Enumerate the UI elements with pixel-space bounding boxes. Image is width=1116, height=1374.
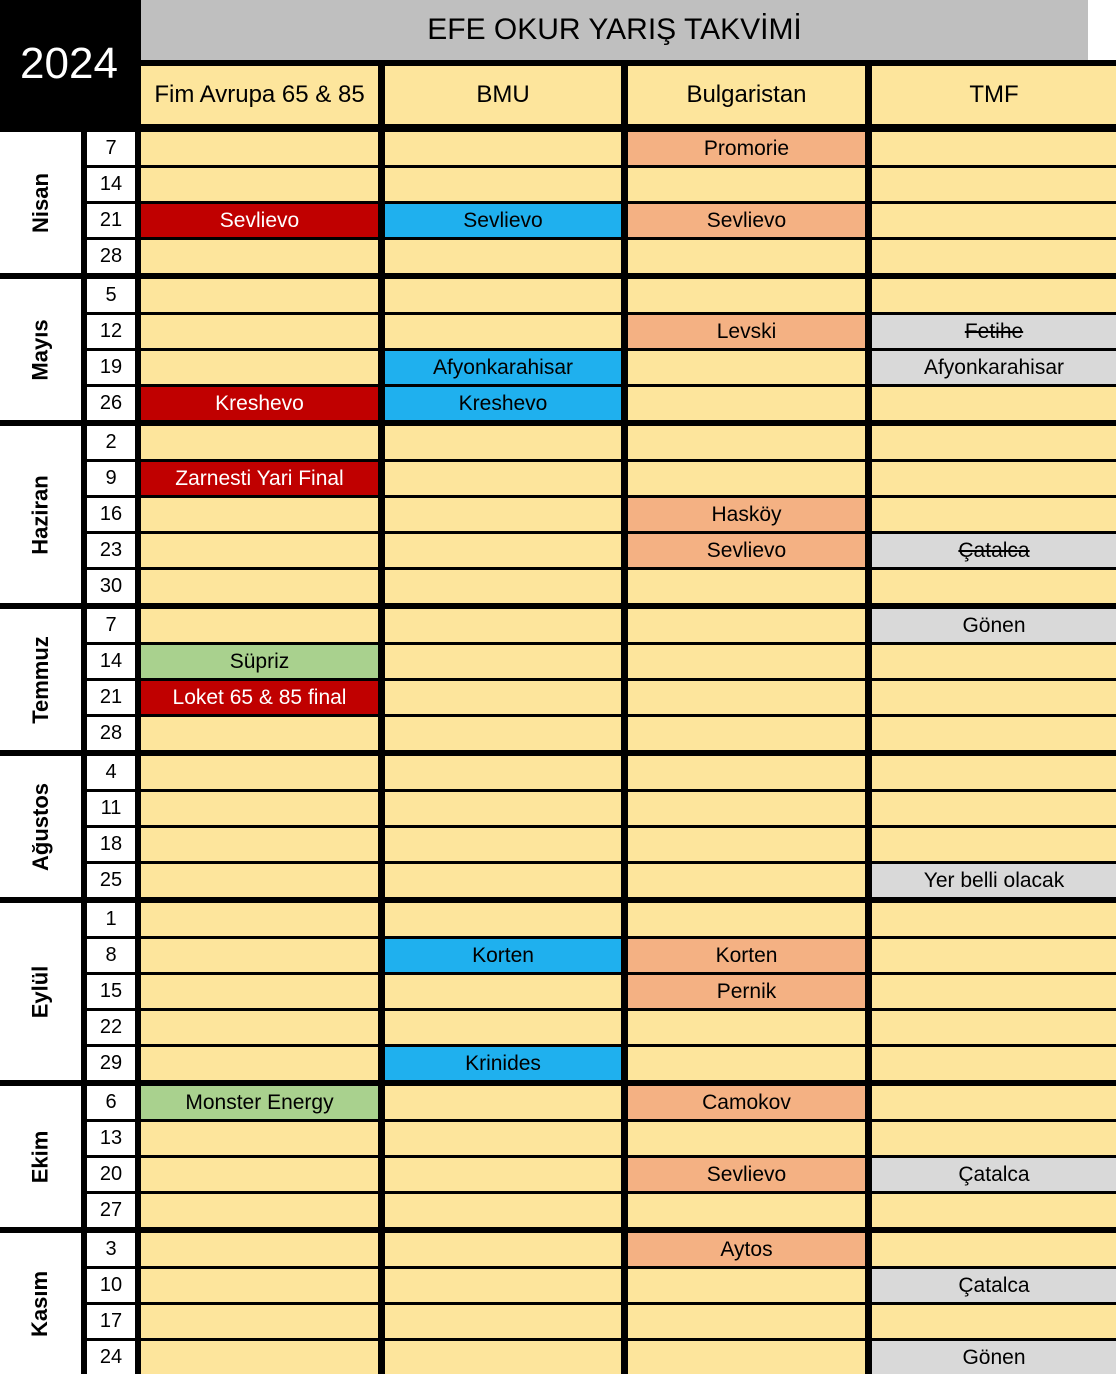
event-cell-fim xyxy=(141,1305,378,1338)
event-cell-bmu xyxy=(385,1194,621,1227)
event-cell-tmf: Gönen xyxy=(872,609,1116,642)
day-cell: 26 xyxy=(87,387,135,420)
event-cell-bmu xyxy=(385,1305,621,1338)
event-cell-tmf xyxy=(872,240,1116,273)
day-cell: 10 xyxy=(87,1269,135,1302)
event-cell-bmu xyxy=(385,1011,621,1044)
day-cell: 14 xyxy=(87,168,135,201)
event-cell-fim: Loket 65 & 85 final xyxy=(141,681,378,714)
day-cell: 5 xyxy=(87,279,135,312)
event-cell-tmf xyxy=(872,387,1116,420)
event-cell-tmf xyxy=(872,756,1116,789)
event-cell-bulgaristan xyxy=(628,387,865,420)
event-cell-bmu: Korten xyxy=(385,939,621,972)
event-cell-bmu xyxy=(385,570,621,603)
day-cell: 30 xyxy=(87,570,135,603)
event-cell-fim xyxy=(141,609,378,642)
month-label xyxy=(0,426,81,603)
month-label xyxy=(0,903,81,1080)
event-cell-bulgaristan xyxy=(628,1269,865,1302)
day-cell: 6 xyxy=(87,1086,135,1119)
event-cell-tmf xyxy=(872,645,1116,678)
event-cell-bmu xyxy=(385,426,621,459)
event-cell-bmu xyxy=(385,1341,621,1374)
event-cell-fim: Kreshevo xyxy=(141,387,378,420)
event-cell-tmf xyxy=(872,1233,1116,1266)
event-cell-bmu xyxy=(385,132,621,165)
event-cell-bulgaristan: Sevlievo xyxy=(628,204,865,237)
event-cell-tmf xyxy=(872,939,1116,972)
day-cell: 4 xyxy=(87,756,135,789)
event-cell-fim xyxy=(141,279,378,312)
event-cell-tmf: Çatalca xyxy=(872,1269,1116,1302)
event-cell-tmf: Fetihe xyxy=(872,315,1116,348)
event-cell-tmf xyxy=(872,792,1116,825)
event-cell-tmf xyxy=(872,903,1116,936)
event-cell-bulgaristan: Pernik xyxy=(628,975,865,1008)
event-cell-bulgaristan xyxy=(628,792,865,825)
year-label: 2024 xyxy=(0,0,138,128)
event-cell-bulgaristan: Aytos xyxy=(628,1233,865,1266)
day-cell: 20 xyxy=(87,1158,135,1191)
event-cell-bmu xyxy=(385,1158,621,1191)
event-cell-tmf xyxy=(872,570,1116,603)
month-label xyxy=(0,609,81,750)
event-cell-tmf xyxy=(872,1194,1116,1227)
event-cell-fim xyxy=(141,903,378,936)
event-cell-bulgaristan xyxy=(628,609,865,642)
event-cell-bulgaristan xyxy=(628,828,865,861)
event-cell-bmu xyxy=(385,462,621,495)
day-cell: 19 xyxy=(87,351,135,384)
event-cell-bulgaristan xyxy=(628,1011,865,1044)
event-cell-tmf xyxy=(872,1122,1116,1155)
event-cell-fim xyxy=(141,1341,378,1374)
event-cell-bulgaristan xyxy=(628,1122,865,1155)
day-cell: 15 xyxy=(87,975,135,1008)
event-cell-fim xyxy=(141,240,378,273)
event-cell-bulgaristan xyxy=(628,1341,865,1374)
event-cell-bulgaristan xyxy=(628,756,865,789)
calendar-title: EFE OKUR YARIŞ TAKVİMİ xyxy=(141,0,1088,60)
event-cell-tmf xyxy=(872,426,1116,459)
day-cell: 7 xyxy=(87,609,135,642)
day-cell: 21 xyxy=(87,681,135,714)
day-cell: 2 xyxy=(87,426,135,459)
event-cell-tmf xyxy=(872,498,1116,531)
column-header-tmf: TMF xyxy=(872,66,1116,124)
event-cell-bmu xyxy=(385,609,621,642)
month-label xyxy=(0,1233,81,1374)
month-name: Ağustos xyxy=(27,782,53,871)
event-cell-bulgaristan xyxy=(628,717,865,750)
event-cell-bulgaristan: Camokov xyxy=(628,1086,865,1119)
event-cell-fim xyxy=(141,864,378,897)
event-cell-bmu xyxy=(385,498,621,531)
event-cell-bulgaristan: Levski xyxy=(628,315,865,348)
event-cell-tmf xyxy=(872,1305,1116,1338)
event-cell-bmu xyxy=(385,792,621,825)
day-cell: 24 xyxy=(87,1341,135,1374)
event-cell-bulgaristan xyxy=(628,570,865,603)
month-label xyxy=(0,756,81,897)
event-cell-fim xyxy=(141,1269,378,1302)
event-cell-bulgaristan xyxy=(628,426,865,459)
event-cell-bmu xyxy=(385,681,621,714)
event-cell-bmu xyxy=(385,240,621,273)
event-cell-bmu xyxy=(385,975,621,1008)
event-cell-bmu xyxy=(385,1233,621,1266)
event-cell-bulgaristan xyxy=(628,168,865,201)
day-cell: 12 xyxy=(87,315,135,348)
event-cell-bulgaristan xyxy=(628,681,865,714)
column-header-fim: Fim Avrupa 65 & 85 xyxy=(141,66,378,124)
event-cell-fim xyxy=(141,168,378,201)
day-cell: 16 xyxy=(87,498,135,531)
month-label xyxy=(0,132,81,273)
day-cell: 28 xyxy=(87,717,135,750)
month-name: Nisan xyxy=(27,172,53,233)
day-cell: 9 xyxy=(87,462,135,495)
event-cell-bulgaristan: Sevlievo xyxy=(628,1158,865,1191)
event-cell-bulgaristan xyxy=(628,462,865,495)
event-cell-bulgaristan xyxy=(628,240,865,273)
event-cell-bmu: Afyonkarahisar xyxy=(385,351,621,384)
event-cell-bulgaristan xyxy=(628,351,865,384)
day-cell: 27 xyxy=(87,1194,135,1227)
event-cell-tmf xyxy=(872,1047,1116,1080)
event-cell-bmu xyxy=(385,1086,621,1119)
event-cell-tmf xyxy=(872,279,1116,312)
event-cell-tmf: Çatalca xyxy=(872,1158,1116,1191)
event-cell-bulgaristan: Korten xyxy=(628,939,865,972)
event-cell-bmu xyxy=(385,864,621,897)
day-cell: 8 xyxy=(87,939,135,972)
event-cell-tmf xyxy=(872,975,1116,1008)
event-cell-fim: Monster Energy xyxy=(141,1086,378,1119)
event-cell-tmf xyxy=(872,681,1116,714)
month-name: Mayıs xyxy=(27,318,53,381)
event-cell-tmf xyxy=(872,717,1116,750)
event-cell-tmf xyxy=(872,132,1116,165)
event-cell-fim xyxy=(141,132,378,165)
day-cell: 3 xyxy=(87,1233,135,1266)
event-cell-fim xyxy=(141,1158,378,1191)
day-cell: 28 xyxy=(87,240,135,273)
event-cell-bulgaristan xyxy=(628,1305,865,1338)
event-cell-tmf xyxy=(872,204,1116,237)
title-right-gap xyxy=(1088,0,1116,60)
event-cell-tmf xyxy=(872,1011,1116,1044)
event-cell-bulgaristan xyxy=(628,903,865,936)
event-cell-bmu xyxy=(385,645,621,678)
event-cell-bmu xyxy=(385,903,621,936)
event-cell-fim xyxy=(141,498,378,531)
day-cell: 23 xyxy=(87,534,135,567)
column-header-bmu: BMU xyxy=(385,66,621,124)
event-cell-fim xyxy=(141,756,378,789)
event-cell-bmu xyxy=(385,279,621,312)
day-cell: 13 xyxy=(87,1122,135,1155)
event-cell-bulgaristan xyxy=(628,279,865,312)
event-cell-tmf: Gönen xyxy=(872,1341,1116,1374)
event-cell-fim xyxy=(141,1233,378,1266)
event-cell-tmf xyxy=(872,1086,1116,1119)
event-cell-fim xyxy=(141,426,378,459)
day-cell: 14 xyxy=(87,645,135,678)
event-cell-tmf: Afyonkarahisar xyxy=(872,351,1116,384)
month-name: Kasım xyxy=(27,1270,53,1337)
event-cell-bmu: Kreshevo xyxy=(385,387,621,420)
event-cell-bulgaristan: Sevlievo xyxy=(628,534,865,567)
event-cell-fim xyxy=(141,351,378,384)
event-cell-fim: Zarnesti Yari Final xyxy=(141,462,378,495)
event-cell-fim xyxy=(141,1194,378,1227)
month-name: Temmuz xyxy=(27,635,53,724)
event-cell-fim xyxy=(141,570,378,603)
event-cell-bulgaristan: Promorie xyxy=(628,132,865,165)
event-cell-fim xyxy=(141,939,378,972)
event-cell-fim xyxy=(141,975,378,1008)
event-cell-bulgaristan xyxy=(628,864,865,897)
column-header-bulgaristan: Bulgaristan xyxy=(628,66,865,124)
month-name: Ekim xyxy=(27,1130,53,1183)
event-cell-bmu: Krinides xyxy=(385,1047,621,1080)
event-cell-bulgaristan: Hasköy xyxy=(628,498,865,531)
event-cell-fim xyxy=(141,828,378,861)
day-cell: 11 xyxy=(87,792,135,825)
event-cell-fim xyxy=(141,792,378,825)
month-name: Haziran xyxy=(27,474,53,555)
event-cell-fim xyxy=(141,1011,378,1044)
event-cell-bmu xyxy=(385,828,621,861)
event-cell-fim: Sevlievo xyxy=(141,204,378,237)
event-cell-fim xyxy=(141,534,378,567)
event-cell-bmu xyxy=(385,1269,621,1302)
event-cell-fim xyxy=(141,315,378,348)
event-cell-bmu xyxy=(385,168,621,201)
day-cell: 25 xyxy=(87,864,135,897)
day-cell: 17 xyxy=(87,1305,135,1338)
event-cell-fim: Süpriz xyxy=(141,645,378,678)
event-cell-bulgaristan xyxy=(628,1047,865,1080)
event-cell-bmu: Sevlievo xyxy=(385,204,621,237)
day-cell: 7 xyxy=(87,132,135,165)
day-cell: 29 xyxy=(87,1047,135,1080)
event-cell-bmu xyxy=(385,534,621,567)
event-cell-tmf xyxy=(872,168,1116,201)
event-cell-fim xyxy=(141,1122,378,1155)
event-cell-bmu xyxy=(385,315,621,348)
month-label xyxy=(0,1086,81,1227)
event-cell-fim xyxy=(141,717,378,750)
day-cell: 18 xyxy=(87,828,135,861)
event-cell-bulgaristan xyxy=(628,1194,865,1227)
event-cell-bmu xyxy=(385,717,621,750)
event-cell-fim xyxy=(141,1047,378,1080)
day-cell: 21 xyxy=(87,204,135,237)
event-cell-tmf: Çatalca xyxy=(872,534,1116,567)
event-cell-tmf: Yer belli olacak xyxy=(872,864,1116,897)
day-cell: 1 xyxy=(87,903,135,936)
event-cell-bmu xyxy=(385,1122,621,1155)
event-cell-tmf xyxy=(872,828,1116,861)
event-cell-bulgaristan xyxy=(628,645,865,678)
month-name: Eylül xyxy=(27,965,53,1018)
month-label xyxy=(0,279,81,420)
day-cell: 22 xyxy=(87,1011,135,1044)
event-cell-tmf xyxy=(872,462,1116,495)
event-cell-bmu xyxy=(385,756,621,789)
